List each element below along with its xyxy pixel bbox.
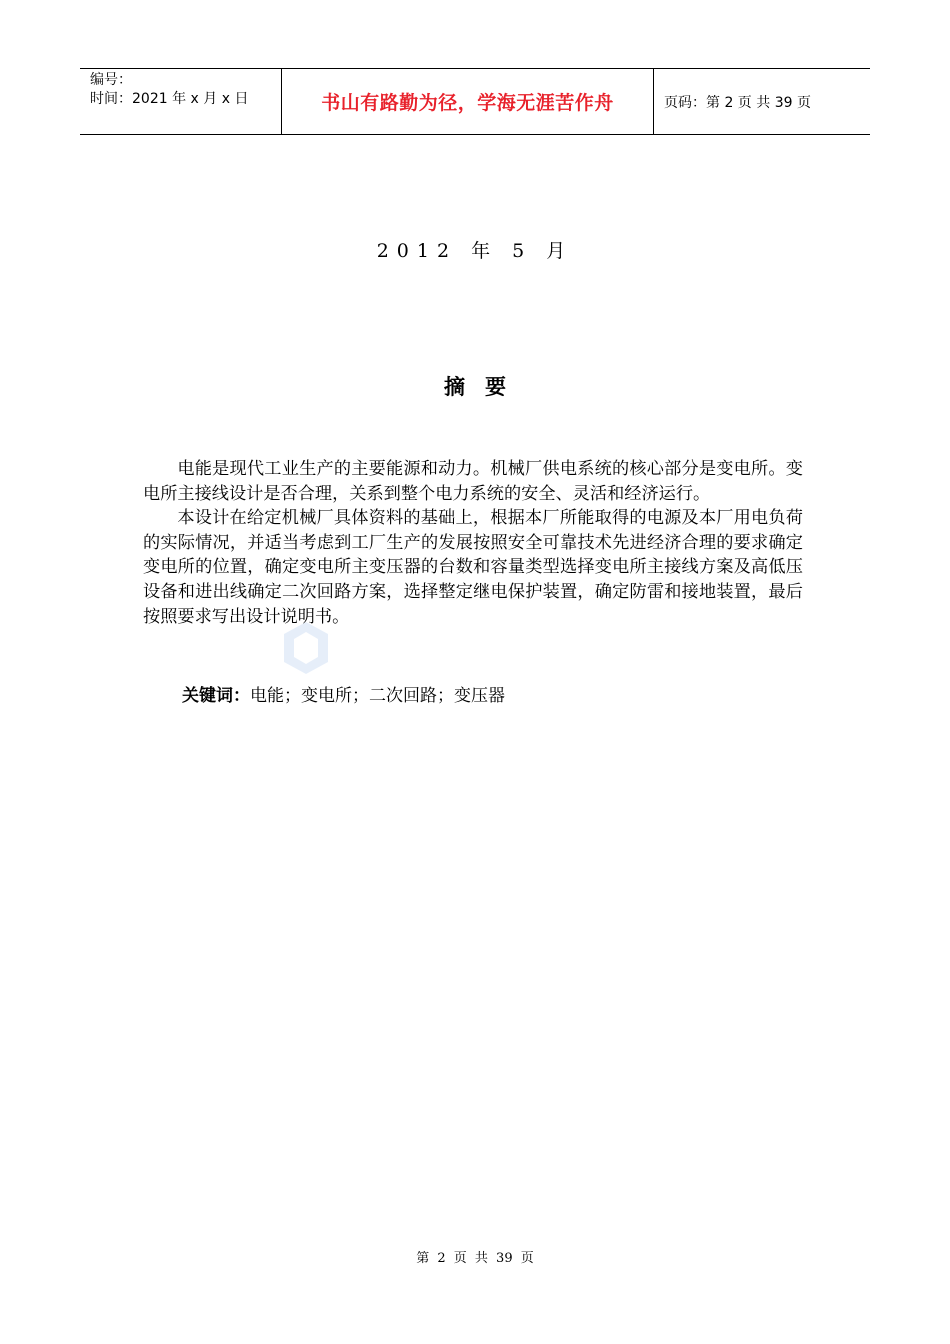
abstract-title: 摘要 (444, 375, 526, 399)
number-label: 编号： (90, 72, 132, 88)
header-motto-cell (282, 69, 654, 134)
abstract-paragraph: 本设计在给定机械厂具体资料的基础上，根据本厂所能取得的电源及本厂用电负荷的实际情况，并适当考虑到工厂生产的发展按照安全可靠技术先进经济合理的要求确定变电所的位置，确定变电所主变压器的台数和容量类型选择变电所主接线方案及高低压设备和进出线确定二次回路方案，选择整定继电保护装置，确定防雷和接地装置，最后按照要求写出设计说明书。 (143, 508, 803, 627)
watermark-logo-icon (276, 618, 336, 678)
page-footer: 第 2 页 共 39 页 (416, 1251, 534, 1266)
time-label: 时间：2021 年 x 月 x 日 (90, 91, 249, 107)
keywords-text: 电能；变电所；二次回路；变压器 (250, 686, 505, 706)
page-info: 页码：第 2 页 共 39 页 (664, 94, 811, 111)
header-info-cell (80, 69, 282, 134)
date-line: 2012 年 5 月 (376, 240, 574, 262)
abstract-paragraph: 电能是现代工业生产的主要能源和动力。机械厂供电系统的核心部分是变电所。变电所主接线设计是否合理，关系到整个电力系统的安全、灵活和经济运行。 (143, 459, 803, 504)
keywords-line (182, 681, 505, 706)
abstract-body (143, 457, 803, 629)
keywords-label: 关键词： (182, 686, 250, 706)
document-header (80, 68, 870, 135)
motto-text: 书山有路勤为径，学海无涯苦作舟 (321, 92, 614, 114)
header-page-cell (654, 69, 870, 134)
